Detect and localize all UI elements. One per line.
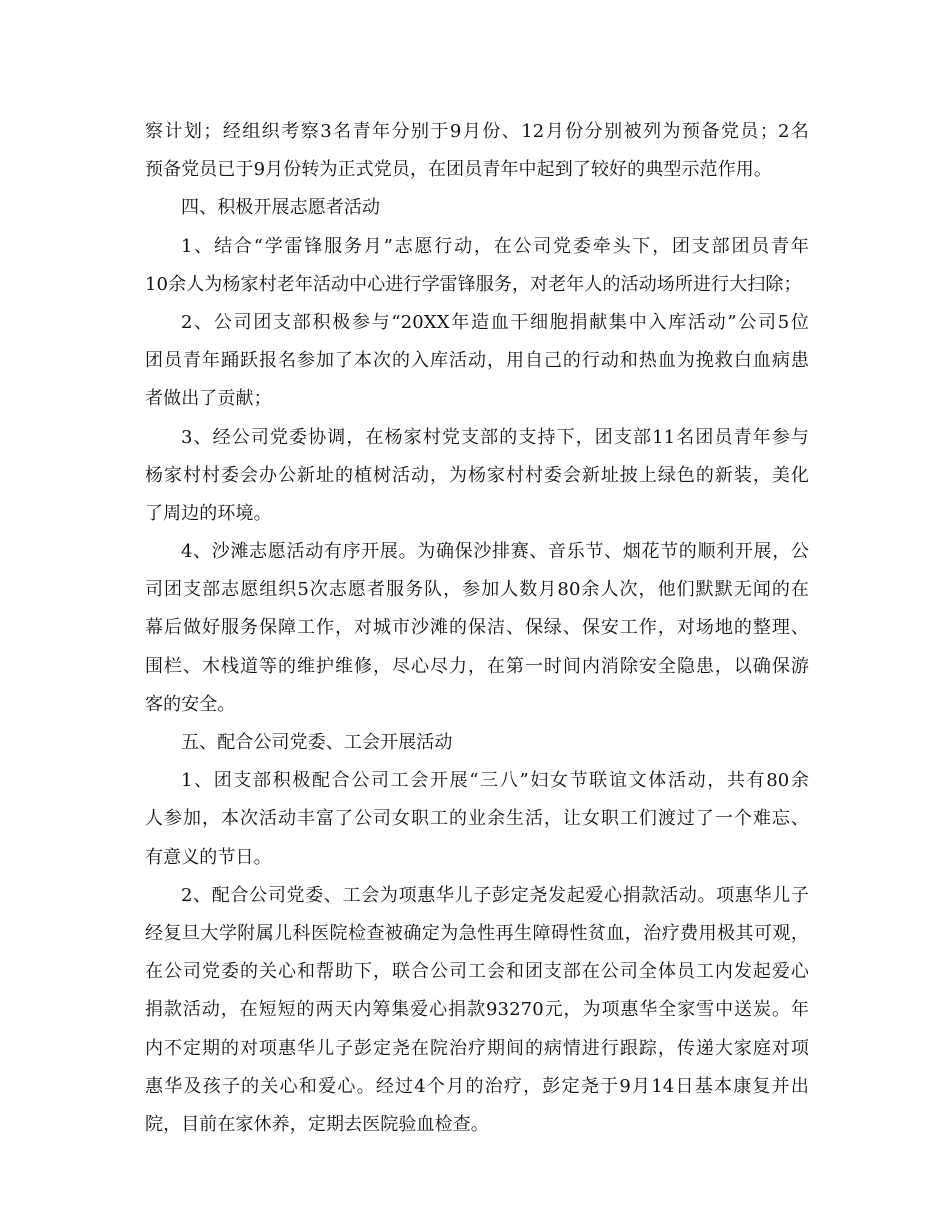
text-line: 客的安全。 [145, 693, 236, 715]
text-line: 2、配合公司党委、工会为项惠华儿子彭定尧发起爱心捐款活动。项惠华儿子 [181, 884, 809, 906]
text-line: 幕后做好服务保障工作，对城市沙滩的保洁、保绿、保安工作，对场地的整理、 [145, 617, 809, 639]
text-line: 了周边的环境。 [145, 502, 272, 524]
text-line: 院，目前在家休养，定期去医院验血检查。 [145, 1113, 489, 1135]
text-line: 人参加，本次活动丰富了公司女职工的业余生活，让女职工们渡过了一个难忘、 [145, 808, 809, 830]
text-line: 察计划；经组织考察3名青年分别于9月份、12月份分别被列为预备党员；2名 [145, 121, 809, 142]
text-line: 4、沙滩志愿活动有序开展。为确保沙排赛、音乐节、烟花节的顺利开展，公 [181, 541, 809, 563]
text-line: 团员青年踊跃报名参加了本次的入库活动，用自己的行动和热血为挽救白血病患 [145, 350, 809, 372]
text-line: 司团支部志愿组织5次志愿者服务队，参加人数月80余人次，他们默默无闻的在 [145, 579, 809, 601]
text-line: 10余人为杨家村老年活动中心进行学雷锋服务，对老年人的活动场所进行大扫除； [145, 273, 802, 295]
text-line: 预备党员已于9月份转为正式党员，在团员青年中起到了较好的典型示范作用。 [145, 159, 772, 181]
text-line: 内不定期的对项惠华儿子彭定尧在院治疗期间的病情进行跟踪，传递大家庭对项 [145, 1037, 809, 1059]
text-line: 惠华及孩子的关心和爱心。经过4个月的治疗，彭定尧于9月14日基本康复并出 [145, 1075, 809, 1097]
text-line: 1、结合“学雷锋服务月”志愿行动，在公司党委牵头下，团支部团员青年 [181, 235, 809, 257]
text-line: 2、公司团支部积极参与“20XX年造血干细胞捐献集中入库活动”公司5位 [181, 311, 809, 333]
section-heading: 四、积极开展志愿者活动 [181, 197, 381, 219]
text-line: 有意义的节日。 [145, 846, 272, 868]
text-line: 捐款活动，在短短的两天内筹集爱心捐款93270元，为项惠华全家雪中送炭。年 [145, 999, 809, 1021]
text-line: 经复旦大学附属儿科医院检查被确定为急性再生障碍性贫血，治疗费用极其可观， [145, 922, 809, 944]
text-line: 杨家村村委会办公新址的植树活动，为杨家村村委会新址披上绿色的新装，美化 [145, 464, 809, 486]
text-line: 3、经公司党委协调，在杨家村党支部的支持下，团支部11名团员青年参与 [181, 426, 809, 448]
text-line: 1、团支部积极配合公司工会开展“三八”妇女节联谊文体活动，共有80余 [181, 770, 809, 792]
section-heading: 五、配合公司党委、工会开展活动 [181, 732, 453, 753]
text-line: 者做出了贡献； [145, 388, 272, 410]
text-line: 围栏、木栈道等的维护维修，尽心尽力，在第一时间内消除安全隐患，以确保游 [145, 655, 809, 677]
document-body [145, 113, 809, 1144]
text-line: 在公司党委的关心和帮助下，联合公司工会和团支部在公司全体员工内发起爱心 [145, 961, 809, 983]
